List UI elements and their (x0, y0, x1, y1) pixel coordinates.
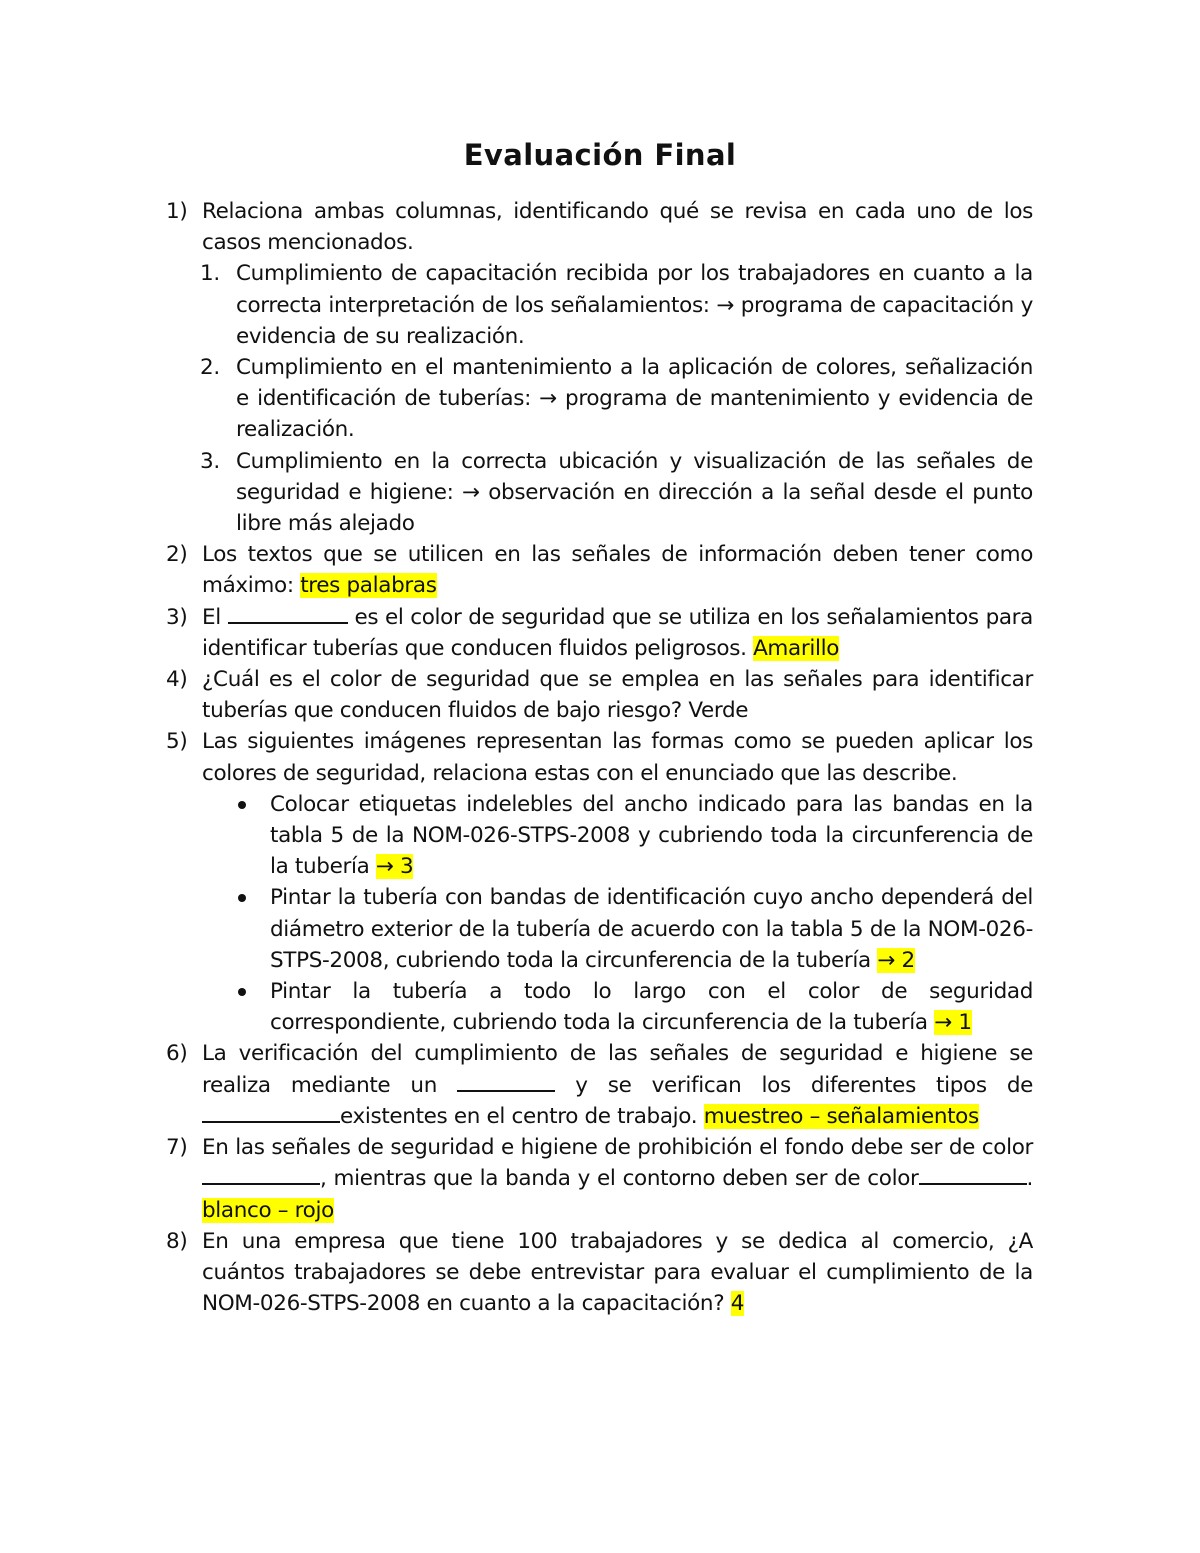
question-8 (160, 1226, 1033, 1320)
question-3 (160, 602, 1033, 664)
item-number: 1. (200, 261, 220, 287)
question-number: 3) (166, 604, 188, 630)
question-2 (160, 539, 1033, 601)
highlighted-answer: tres palabras (300, 573, 437, 599)
highlighted-answer: → 1 (934, 1010, 972, 1036)
item-number: 3. (200, 448, 220, 474)
question-7 (160, 1132, 1033, 1226)
fill-in-blank (457, 1070, 555, 1092)
numbered-item-3 (160, 446, 1033, 540)
bullet-text: Pintar la tubería con bandas de identificación cuyo ancho dependerá del diámetro exterior de la tubería de acuerdo con la tabla 5 de la NOM-026-STPS-2008, cubriendo toda la circunferencia de la tubería (270, 885, 1033, 973)
highlighted-answer: blanco – rojo (202, 1197, 334, 1223)
question-number: 7) (166, 1135, 188, 1161)
question-number: 8) (166, 1228, 188, 1254)
question-text: En una empresa que tiene 100 trabajadores y se dedica al comercio, ¿A cuántos trabajadores se debe entrevistar para evaluar el cumplimiento de la NOM-026-STPS-2008 en cuanto a la capacitación? (202, 1228, 1033, 1317)
question-text-end: es el color de seguridad que se utiliza en los señalamientos para identificar tuberías que conducen fluidos peligrosos. (202, 604, 1034, 661)
question-text: Los textos que se utilicen en las señales de información deben tener como máximo: (202, 542, 1033, 599)
fill-in-blank (919, 1163, 1027, 1185)
question-text-part-1: En las señales de seguridad e higiene de prohibición el fondo debe ser de color (202, 1135, 1033, 1161)
question-number: 4) (166, 667, 188, 693)
numbered-item-1 (160, 258, 1033, 352)
highlighted-answer: muestreo – señalamientos (703, 1103, 979, 1129)
question-list (160, 196, 1033, 1319)
fill-in-blank (202, 1163, 320, 1185)
page-title: Evaluación Final (463, 138, 737, 172)
numbered-item-2 (160, 352, 1033, 446)
item-text: Cumplimiento en la correcta ubicación y visualización de las señales de seguridad e higiene: → observación en dirección a la señal desde el punto libre más alejado (236, 448, 1033, 537)
question-text-part-3: existentes en el centro de trabajo. (340, 1103, 704, 1129)
question-6 (160, 1038, 1033, 1132)
bullet-item-2 (160, 882, 1033, 976)
question-number: 2) (166, 542, 188, 568)
question-text-part-2: , mientras que la banda y el contorno deben ser de color (320, 1166, 919, 1192)
item-number: 2. (200, 355, 220, 381)
question-text: ¿Cuál es el color de seguridad que se emplea en las señales para identificar tuberías que conducen fluidos de bajo riesgo? Verde (202, 667, 1033, 724)
question-text: Las siguientes imágenes representan las formas como se pueden aplicar los colores de seguridad, relaciona estas con el enunciado que las describe. (202, 729, 1033, 786)
bullet-item-3 (160, 976, 1033, 1038)
question-text-part-2: y se verifican los diferentes tipos de (555, 1072, 1033, 1098)
bullet-item-1 (160, 789, 1033, 883)
question-number: 1) (166, 199, 188, 224)
question-text: Relaciona ambas columnas, identificando qué se revisa en cada uno de los casos mencionados. (202, 199, 1033, 256)
item-text: Cumplimiento en el mantenimiento a la aplicación de colores, señalización e identificación de tuberías: → programa de mantenimiento y evidencia de realización. (236, 355, 1033, 443)
fill-in-blank (228, 602, 348, 624)
question-text-start: El (202, 604, 228, 630)
question-text-part-1: La verificación del cumplimiento de las señales de seguridad e higiene se realiza mediante un (202, 1041, 1033, 1098)
question-1 (160, 196, 1033, 258)
question-5 (160, 726, 1033, 788)
highlighted-answer: Amarillo (753, 635, 840, 661)
question-number: 5) (166, 729, 188, 755)
question-text-part-3: . (1026, 1166, 1033, 1192)
question-4 (160, 664, 1033, 726)
highlighted-answer: 4 (730, 1291, 745, 1317)
bullet-text: Pintar la tubería a todo lo largo con el color de seguridad correspondiente, cubriendo toda la circunferencia de la tubería (270, 979, 1033, 1036)
bullet-text: Colocar etiquetas indelebles del ancho indicado para las bandas en la tabla 5 de la NOM-026-STPS-2008 y cubriendo toda la circunferencia de la tubería (270, 791, 1033, 880)
highlighted-answer: → 2 (877, 947, 915, 973)
fill-in-blank (202, 1101, 340, 1123)
highlighted-answer: → 3 (375, 854, 414, 880)
question-number: 6) (166, 1041, 188, 1067)
item-text: Cumplimiento de capacitación recibida por los trabajadores en cuanto a la correcta interpretación de los señalamientos: → programa de capacitación y evidencia de su realización. (236, 261, 1033, 349)
